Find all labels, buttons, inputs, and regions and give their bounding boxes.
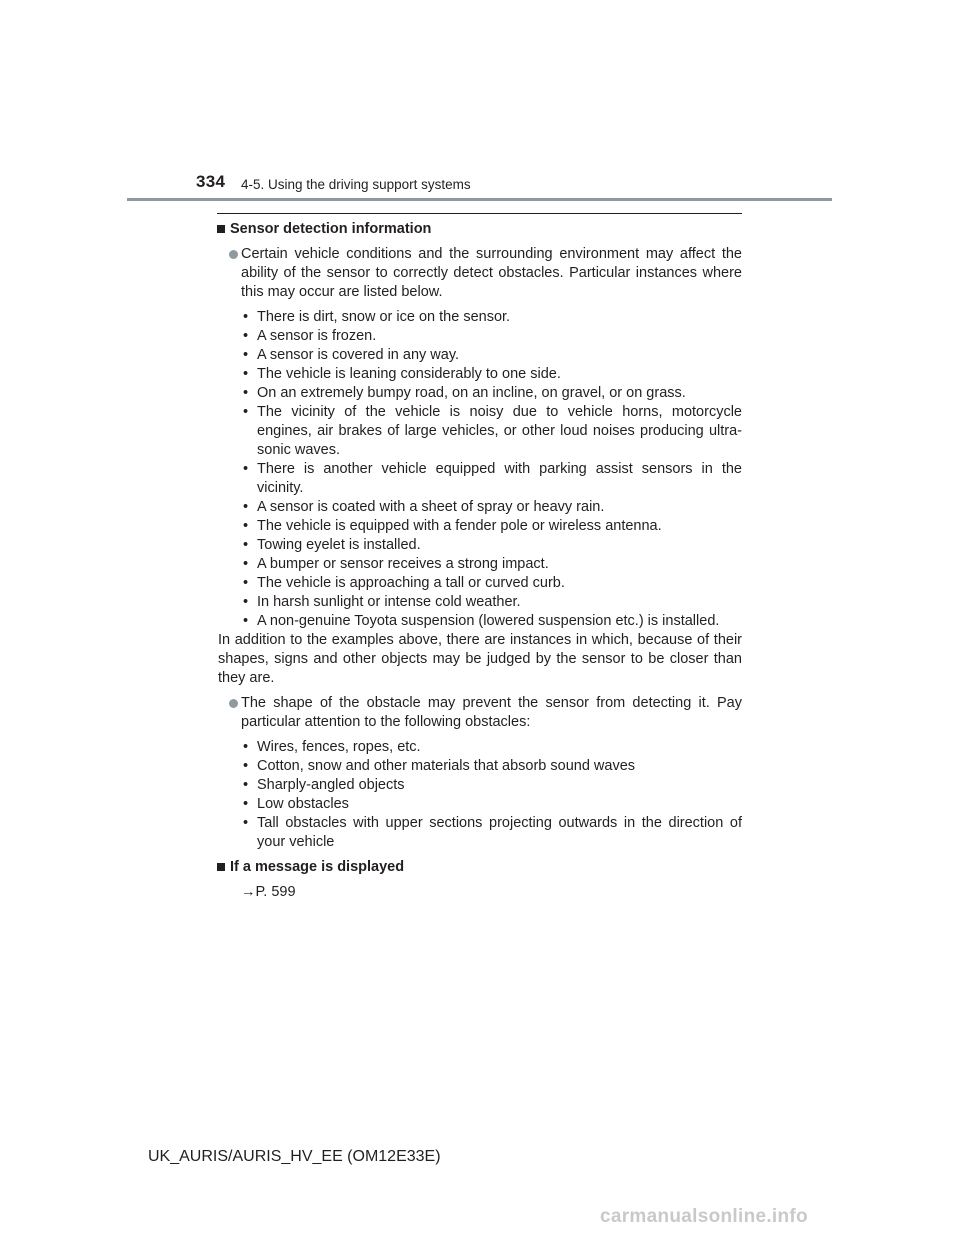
- section-title: 4-5. Using the driving support systems: [241, 177, 471, 192]
- main-content: [217, 220, 742, 902]
- watermark: carmanualsonline.info: [600, 1206, 808, 1227]
- circle-bullet-icon: [229, 699, 238, 708]
- page-reference-link[interactable]: →P. 599: [241, 884, 296, 900]
- list-item: • There is another vehicle equipped with parking assist sensors in the vicinity.: [243, 461, 742, 496]
- bullet-text: The shape of the obstacle may prevent the sensor from detecting it. Pay particular attention to the following obstacles:: [241, 695, 742, 730]
- list-item: • The vehicle is equipped with a fender pole or wireless antenna.: [243, 518, 662, 534]
- list-item: • Tall obstacles with upper sections projecting outwards in the direction of your vehicle: [243, 815, 742, 850]
- heading-message-displayed: [217, 858, 742, 877]
- list-item: • A sensor is covered in any way.: [243, 347, 460, 363]
- additional-paragraph: In addition to the examples above, there are instances in which, because of their shapes, signs and other objects may be judged by the sensor to be closer than they are.: [218, 632, 742, 686]
- circle-bullet-icon: [229, 250, 238, 259]
- list-item: • A sensor is frozen.: [243, 328, 377, 344]
- square-bullet-icon: [217, 225, 225, 233]
- header-rule: [127, 198, 832, 201]
- content-top-rule: [217, 213, 742, 214]
- list-item: • A sensor is coated with a sheet of spray or heavy rain.: [243, 499, 605, 515]
- obstacles-list: [217, 738, 742, 852]
- conditions-list: [217, 308, 742, 631]
- list-item: • In harsh sunlight or intense cold weather.: [243, 594, 521, 610]
- bullet-conditions: [217, 245, 742, 302]
- footer-code: UK_AURIS/AURIS_HV_EE (OM12E33E): [148, 1148, 441, 1165]
- list-item: • There is dirt, snow or ice on the sensor.: [243, 309, 511, 325]
- list-item: • A bumper or sensor receives a strong impact.: [243, 556, 549, 572]
- list-item: • The vehicle is leaning considerably to one side.: [243, 366, 561, 382]
- page-number: 334: [196, 172, 226, 191]
- list-item: • The vicinity of the vehicle is noisy due to vehicle horns, motorcycle engines, air brakes of large vehicles, or other loud noises producing ultra-sonic waves.: [243, 404, 742, 458]
- list-item: • On an extremely bumpy road, on an incline, on gravel, or on grass.: [243, 385, 686, 401]
- bullet-obstacle-shape: [217, 694, 742, 732]
- heading-text: Sensor detection information: [230, 221, 432, 237]
- list-item: • Low obstacles: [243, 796, 349, 812]
- list-item: • Sharply-angled objects: [243, 777, 405, 793]
- list-item: • Wires, fences, ropes, etc.: [243, 739, 421, 755]
- list-item: • Cotton, snow and other materials that absorb sound waves: [243, 758, 636, 774]
- square-bullet-icon: [217, 863, 225, 871]
- list-item: • Towing eyelet is installed.: [243, 537, 421, 553]
- list-item: • A non-genuine Toyota suspension (lowered suspension etc.) is installed.: [243, 613, 720, 629]
- heading-text: If a message is displayed: [230, 859, 405, 875]
- bullet-text: Certain vehicle conditions and the surrounding environment may affect the ability of the sensor to correctly detect obstacles. Particular instances where this may occur are listed below.: [241, 246, 742, 300]
- heading-sensor-detection: [217, 220, 742, 239]
- list-item: • The vehicle is approaching a tall or curved curb.: [243, 575, 565, 591]
